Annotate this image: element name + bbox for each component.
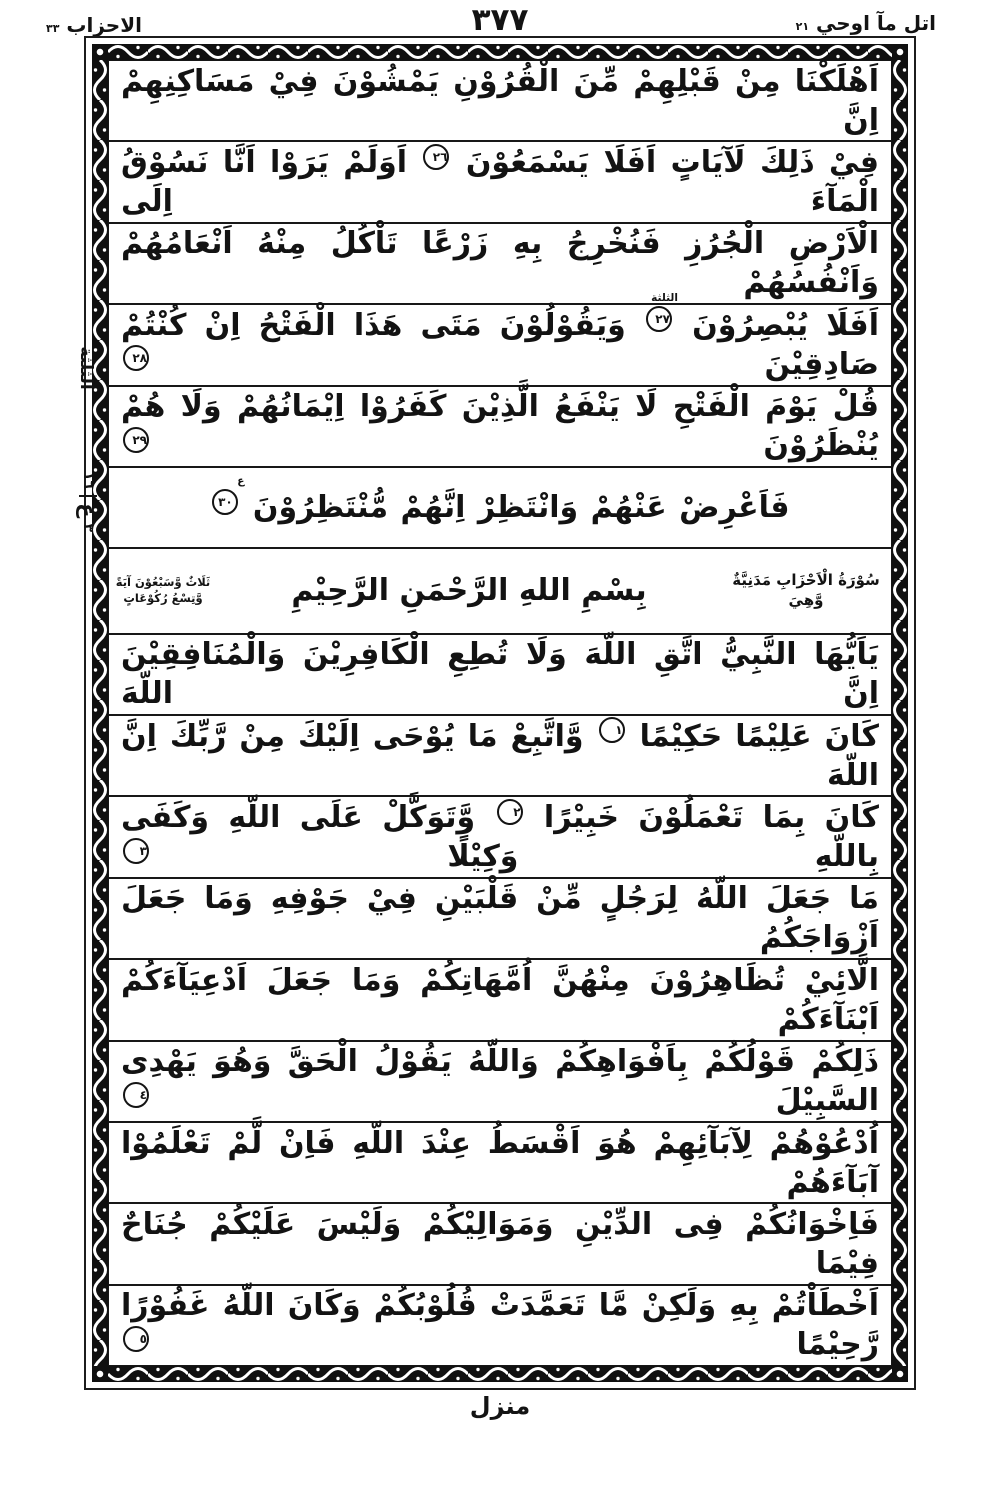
ornamental-frame xyxy=(92,44,908,1382)
quran-line-text: اَخْطَاْتُمْ بِهِ وَلَكِنْ مَّا تَعَمَّدَتْ قُلُوْبُكُمْ وَكَانَ اللّهُ غَفُوْرًا رَّحِيْمًا ٥ xyxy=(121,1288,879,1363)
juz-number: ٢١ xyxy=(795,20,810,33)
text-rows xyxy=(108,60,892,1366)
frame-band-right xyxy=(892,60,908,1366)
marker-note: الثلثة xyxy=(651,292,678,305)
quran-line-text: كَانَ بِمَا تَعْمَلُوْنَ خَبِيْرًا ٢ وَّتَوَكَّلْ عَلَى اللّهِ وَكَفَى بِاللّهِ وَكِيْلًا ٣ xyxy=(121,800,879,875)
ayah-marker: ٢٩ xyxy=(123,427,149,453)
page-header xyxy=(0,0,1000,44)
quran-line-text: اَهْلَكْنَا مِنْ قَبْلِهِمْ مِّنَ الْقُرُوْنِ يَمْشُوْنَ فِيْ مَسَاكِنِهِمْ اِنَّ xyxy=(121,63,879,138)
quran-line-text: مَا جَعَلَ اللّهُ لِرَجُلٍ مِّنْ قَلْبَيْنِ فِيْ جَوْفِهِ وَمَا جَعَلَ اَزْوَاجَكُمُ xyxy=(121,881,879,956)
quran-line-text: الْاَرْضِ الْجُرُزِ فَنُخْرِجُ بِهِ زَرْعًا تَاْكُلُ مِنْهُ اَنْعَامُهُمْ وَاَنْفُسُهُمْ xyxy=(121,226,879,301)
ayah-marker: ٢ xyxy=(497,799,523,825)
quran-line xyxy=(109,716,891,797)
ayah-marker: ٢٧ الثلثة xyxy=(646,306,672,332)
quran-line xyxy=(109,635,891,716)
quran-line-text: فِيْ ذَلِكَ لَآيَاتٍ اَفَلَا يَسْمَعُوْنَ ٢٦ اَوَلَمْ يَرَوْا اَنَّا نَسُوْقُ الْمَآءَ اِلَى xyxy=(121,145,879,220)
quran-line xyxy=(109,387,891,468)
quran-line xyxy=(109,224,891,305)
frame-corner-ornament xyxy=(892,1366,908,1382)
ayah-marker: ٥ xyxy=(123,1326,149,1352)
quran-line-text: يَاَيُّهَا النَّبِيُّ اتَّقِ اللّهَ وَلَا تُطِعِ الْكَافِرِيْنَ وَالْمُنَافِقِيْنَ اِنَّ اللّهَ xyxy=(121,637,879,712)
catchword: منزل xyxy=(469,1392,531,1420)
marker-note: ع xyxy=(237,474,245,487)
quran-line xyxy=(109,468,891,549)
ruku-ain-symbol: ع xyxy=(76,503,100,518)
margin-hizb-note: الثلثة xyxy=(76,346,96,390)
quran-line xyxy=(109,960,891,1041)
surah-verse-count: ثَلَاثٌ وَّسَبْعُوْنَ آيَةً وَّتِسْعُ رُكُوْعَاتٍ xyxy=(115,575,211,605)
quran-line xyxy=(109,142,891,223)
quran-line xyxy=(109,879,891,960)
ruku-divider xyxy=(79,495,97,497)
quran-line xyxy=(109,61,891,142)
quran-line-text: اَفَلَا يُبْصِرُوْنَ ٢٧ الثلثة وَيَقُوْلُوْنَ مَتَى هَذَا الْفَتْحُ اِنْ كُنْتُمْ صَادِقِيْنَ ٢٨ xyxy=(121,292,879,382)
bismillah: بِسْمِ اللهِ الرَّحْمَنِ الرَّحِيْمِ xyxy=(291,572,647,608)
quran-line xyxy=(109,1204,891,1285)
juz-name: اتل مآ اوحي xyxy=(816,11,936,35)
quran-line-text: فَاَعْرِضْ عَنْهُمْ وَانْتَظِرْ اِنَّهُمْ مُّنْتَظِرُوْنَ ٣٠ ع xyxy=(121,488,879,527)
margin-ruku-marker xyxy=(76,442,100,562)
quran-line-text: الَّائِيْ تُظَاهِرُوْنَ مِنْهُنَّ اُمَّهَاتِكُمْ وَمَا جَعَلَ اَدْعِيَآءَكُمْ اَبْنَآءَكُمْ xyxy=(121,962,879,1037)
quran-line xyxy=(109,1123,891,1204)
quran-line-text: اُدْعُوْهُمْ لِآبَآئِهِمْ هُوَ اَقْسَطُ عِنْدَ اللّهِ فَاِنْ لَّمْ تَعْلَمُوْا آبَآءَهُمْ xyxy=(121,1125,879,1200)
ayah-marker: ٢٦ xyxy=(423,144,449,170)
frame-corner-ornament xyxy=(892,44,908,60)
frame-band-bottom xyxy=(108,1366,892,1382)
frame-corner-ornament xyxy=(92,44,108,60)
quran-line xyxy=(109,797,891,878)
quran-line xyxy=(109,1286,891,1365)
quran-line-text: فَاِخْوَانُكُمْ فِى الدِّيْنِ وَمَوَالِيْكُمْ وَلَيْسَ عَلَيْكُمْ جُنَاحٌ فِيْمَا xyxy=(121,1206,879,1281)
frame-band-left xyxy=(92,60,108,1366)
quran-line-text: قُلْ يَوْمَ الْفَتْحِ لَا يَنْفَعُ الَّذِيْنَ كَفَرُوْا اِيْمَانُهُمْ وَلَا هُمْ يُنْظَرُوْنَ ٢٩ xyxy=(121,389,879,464)
ruku-surah-count: ٣ xyxy=(80,523,96,532)
quran-line xyxy=(109,1042,891,1123)
ayah-marker: ٢٨ xyxy=(123,345,149,371)
quran-line xyxy=(109,292,891,386)
frame-corner-ornament xyxy=(92,1366,108,1382)
surah-name-label xyxy=(46,13,142,37)
ayah-marker: ١ xyxy=(599,717,625,743)
surah-name: الاحزاب xyxy=(66,13,142,37)
quran-line-text: كَانَ عَلِيْمًا حَكِيْمًا ١ وَّاتَّبِعْ مَا يُوْحَى اِلَيْكَ مِنْ رَّبِّكَ اِنَّ اللّهَ xyxy=(121,718,879,793)
ruku-juz-count: ١٦ xyxy=(80,472,96,490)
surah-title: سُوْرَةُ الْاَحْزَابِ مَدَنِيَّةٌ وَّهِيَ xyxy=(732,571,880,609)
ayah-marker: ٤ xyxy=(123,1082,149,1108)
frame-band-top xyxy=(108,44,892,60)
ayah-marker: ٣ xyxy=(123,838,149,864)
surah-header-row xyxy=(109,549,891,634)
surah-number: ٣٣ xyxy=(46,22,60,35)
quran-line-text: ذَلِكُمْ قَوْلُكُمْ بِاَفْوَاهِكُمْ وَاللّهُ يَقُوْلُ الْحَقَّ وَهُوَ يَهْدِى السَّبِيْلَ ٤ xyxy=(121,1044,879,1119)
page-number: ٣٧٧ xyxy=(471,2,529,38)
ayah-marker: ٣٠ ع xyxy=(212,489,238,515)
